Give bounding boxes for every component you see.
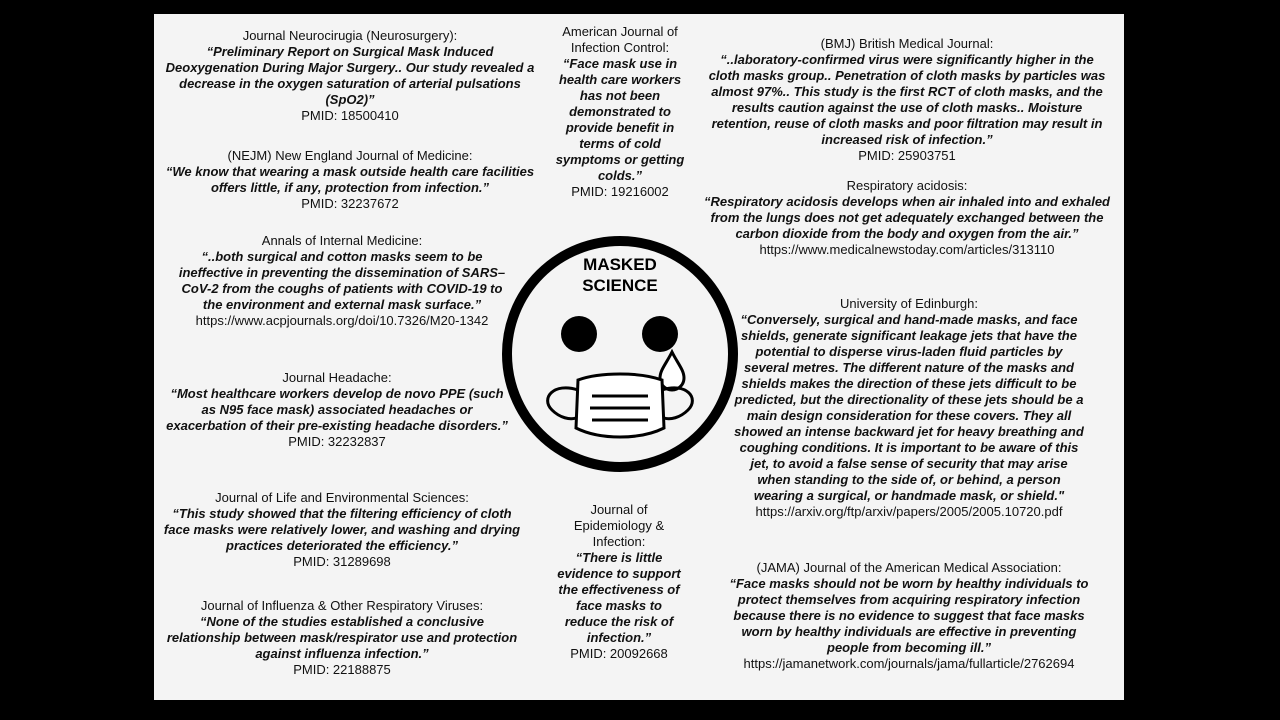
citation-reference: https://www.medicalnewstoday.com/articles/313110 [759,242,1055,257]
citation-quote: “Most healthcare workers develop de novo PPE (such as N95 face mask) associated headaches or exacerbation of their pre-existing headache disorders.” [166,386,508,433]
citation-quote: “There is little evidence to support the effectiveness of face masks to reduce the risk of infection.” [557,550,681,645]
citation-source: Journal of Influenza & Other Respiratory Viruses: [200,598,484,613]
citation-reference: PMID: 32232837 [288,434,386,449]
citation-source: Journal of Epidemiology & Infection: [573,502,665,549]
citation-influenza [162,598,522,678]
citation-quote: “This study showed that the filtering efficiency of cloth face masks were relatively lower, and washing and drying practices deteriorated the efficiency.” [163,506,521,553]
citation-quote: “Respiratory acidosis develops when air inhaled into and exhaled from the lungs does not get adequately exchanged between the carbon dioxide from the body and oxygen from the air.” [704,194,1111,241]
citation-nejm [162,148,538,212]
citation-reference: PMID: 32237672 [301,196,399,211]
citation-quote: “..both surgical and cotton masks seem to be ineffective in preventing the dissemination of SARS–CoV-2 from the coughs of patients with COVID-19 to the environment and external mask surface.” [178,249,506,312]
citation-quote: “None of the studies established a conclusive relationship between mask/respirator use and protection against influenza infection.” [166,614,518,661]
citation-quote: “Face mask use in health care workers has not been demonstrated to provide benefit in terms of cold symptoms or getting colds.” [555,56,685,183]
citation-reference: PMID: 25903751 [858,148,956,163]
masked-science-logo [498,232,742,476]
citation-source: (JAMA) Journal of the American Medical Association: [756,560,1062,575]
left-eye-icon [561,316,597,352]
logo-title-line2: SCIENCE [582,276,658,295]
logo-title-line1: MASKED [583,255,657,274]
citation-source: Journal Headache: [282,370,392,385]
citation-quote: “..laboratory-confirmed virus were significantly higher in the cloth masks group.. Penetration of cloth masks by particles was almost 97%.. This study is the first RCT of cloth masks, and the results caution against the use of cloth masks.. Moisture retention, reuse of cloth masks and poor filtration may result in increased risk of infection.” [708,52,1106,147]
citation-quote: “Conversely, surgical and hand-made masks, and face shields, generate significant leakage jets that have the potential to disperse virus-laden fluid particles by several metres. The different nature of the masks and shields makes the direction of these jets difficult to be predicted, but the directionality of these jets should be a main design consideration for these covers. They all showed an intense backward jet for heavy breathing and coughing conditions. It is important to be aware of this jet, to avoid a false sense of security that may arise when standing to the side of, or behind, a person wearing a surgical, or handmade mask, or shield." [734,312,1084,503]
citation-reference: https://www.acpjournals.org/doi/10.7326/M20-1342 [195,313,489,328]
citation-reference: PMID: 22188875 [293,662,391,677]
citation-reference: https://arxiv.org/ftp/arxiv/papers/2005/2005.10720.pdf [755,504,1063,519]
citation-neurocirugia [162,28,538,124]
masked-science-poster [154,14,1124,700]
citation-reference: https://jamanetwork.com/journals/jama/fullarticle/2762694 [743,656,1075,671]
citation-reference: PMID: 20092668 [570,646,668,661]
citation-quote: “Preliminary Report on Surgical Mask Induced Deoxygenation During Major Surgery.. Our study revealed a decrease in the oxygen saturation of arterial pulsations (SpO2)” [165,44,535,107]
citation-source: (BMJ) British Medical Journal: [820,36,994,51]
citation-edinburgh [734,296,1084,520]
citation-source: Journal Neurocirugia (Neurosurgery): [242,28,458,43]
citation-source: Respiratory acidosis: [846,178,968,193]
citation-source: American Journal of Infection Control: [562,24,678,55]
right-eye-icon [642,316,678,352]
citation-source: Annals of Internal Medicine: [261,233,423,248]
citation-life-environmental [162,490,522,570]
citation-reference: PMID: 18500410 [301,108,399,123]
citation-quote: “We know that wearing a mask outside health care facilities offers little, if any, protection from infection.” [165,164,535,195]
citation-respiratory-acidosis [704,178,1110,258]
citation-quote: “Face masks should not be worn by healthy individuals to protect themselves from acquiring respiratory infection because there is no evidence to suggest that face masks worn by healthy individuals are effective in preventing people from becoming ill.” [729,576,1089,655]
citation-ajic [550,24,690,200]
citation-annals [172,233,512,329]
citation-headache [162,370,512,450]
citation-source: Journal of Life and Environmental Sciences: [215,490,469,505]
citation-source: University of Edinburgh: [839,296,978,311]
citation-source: (NEJM) New England Journal of Medicine: [227,148,473,163]
citation-reference: PMID: 19216002 [571,184,669,199]
citation-reference: PMID: 31289698 [293,554,391,569]
citation-bmj [704,36,1110,164]
citation-epidemiology [554,502,684,662]
citation-jama [724,560,1094,672]
